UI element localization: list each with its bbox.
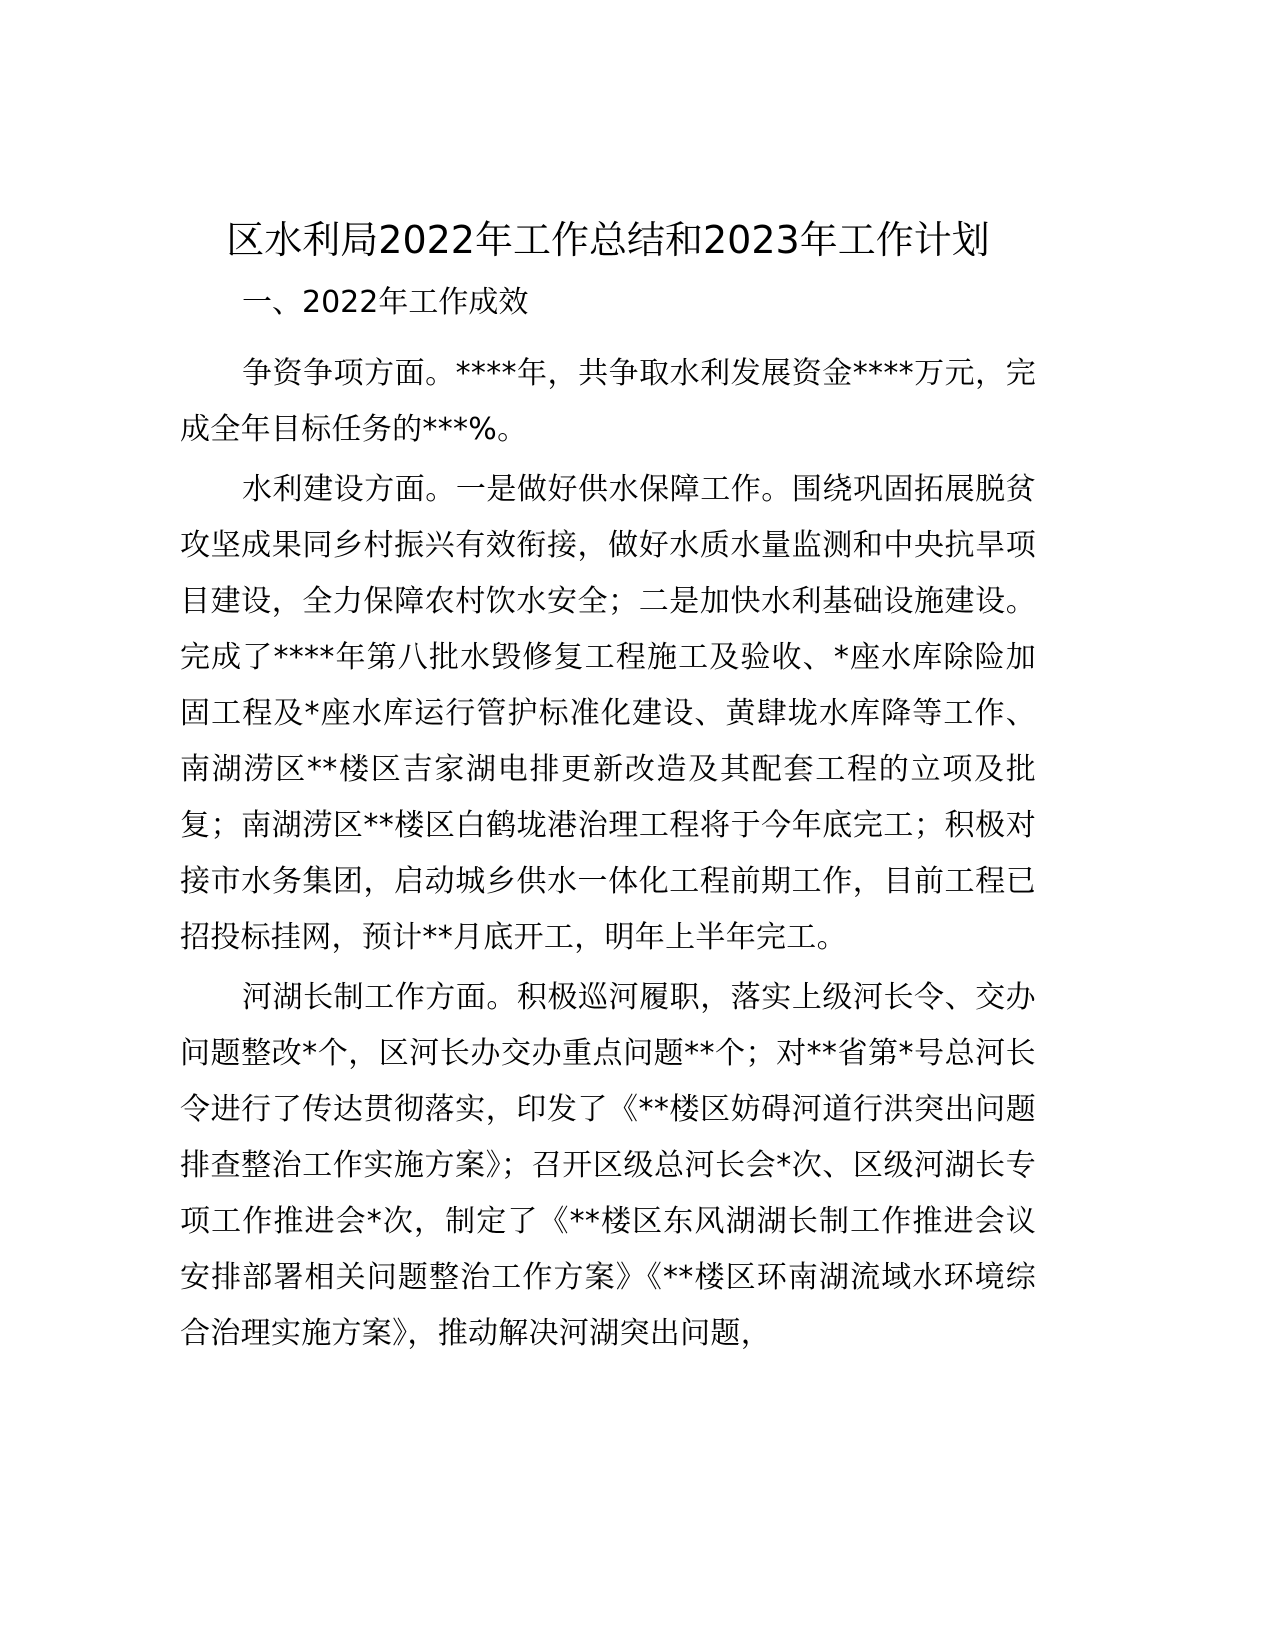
paragraph-funding: 争资争项方面。****年，共争取水利发展资金****万元，完成全年目标任务的***%。 xyxy=(180,356,1036,447)
section-heading-2022-results: 一、2022年工作成效 xyxy=(242,285,529,320)
paragraph-river-chief-system: 河湖长制工作方面。积极巡河履职，落实上级河长令、交办问题整改*个，区河长办交办重点问题**个；对**省第*号总河长令进行了传达贯彻落实，印发了《**楼区妨碍河道行洪突出问题排查整治工作实施方案》；召开区级总河长会*次、区级河湖长专项工作推进会*次，制定了《**楼区东风湖湖长制工作推进会议安排部署相关问题整治工作方案》《**楼区环南湖流域水环境综合治理实施方案》，推动解决河湖突出问题， xyxy=(180,980,1036,1351)
paragraph-water-construction: 水利建设方面。一是做好供水保障工作。围绕巩固拓展脱贫攻坚成果同乡村振兴有效衔接，做好水质水量监测和中央抗旱项目建设，全力保障农村饮水安全；二是加快水利基础设施建设。完成了****年第八批水毁修复工程施工及验收、*座水库除险加固工程及*座水库运行管护标准化建设、黄肆垅水库降等工作、南湖涝区**楼区吉家湖电排更新改造及其配套工程的立项及批复；南湖涝区**楼区白鹤垅港治理工程将于今年底完工；积极对接市水务集团，启动城乡供水一体化工程前期工作，目前工程已招投标挂网，预计**月底开工，明年上半年完工。 xyxy=(180,472,1036,955)
document-page xyxy=(180,210,1036,1366)
document-title: 区水利局2022年工作总结和2023年工作计划 xyxy=(226,218,990,262)
